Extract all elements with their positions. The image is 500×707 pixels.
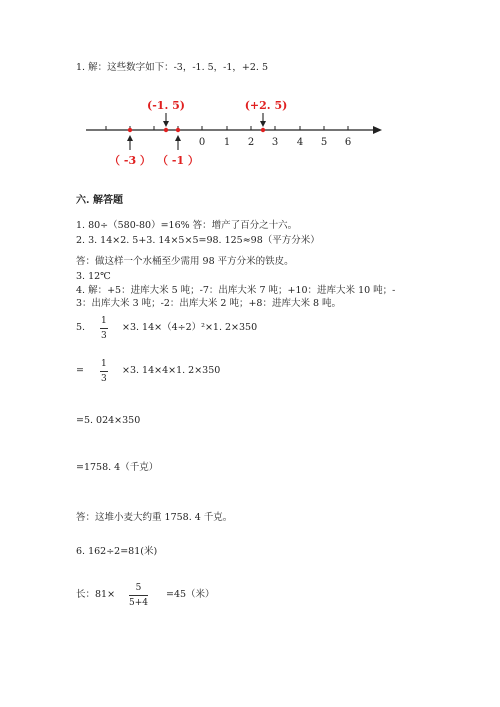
answer-q6-line1: 6. 162÷2=81(米): [76, 546, 158, 557]
fraction-five-over-nine: [129, 583, 148, 608]
tick-label: 1: [223, 137, 231, 148]
answer-q5-line2: ×3. 14×4×1. 2×350: [122, 365, 221, 376]
tick-label: 2: [247, 137, 255, 148]
section-heading: 六. 解答题: [76, 195, 123, 206]
answer-q6-prefix: 长：81×: [76, 589, 116, 600]
fraction-denominator: 5+4: [129, 595, 148, 608]
label-neg1-5: (-1. 5): [147, 99, 185, 112]
arrowhead-down-neg1-5: [163, 121, 169, 127]
fraction-numerator: 1: [101, 359, 107, 369]
answer-q3: 3. 12℃: [76, 271, 111, 282]
answer-q2-conclusion: 答：做这样一个水桶至少需用 98 平方分米的铁皮。: [76, 256, 294, 267]
equals-sign: =: [76, 365, 84, 376]
answer-q5-line4: =1758. 4（千克）: [76, 462, 159, 473]
label-pos2-5: (+2. 5): [244, 99, 288, 112]
answer-q5-line1: ×3. 14×（4÷2）²×1. 2×350: [122, 322, 258, 333]
axis-arrowhead: [373, 126, 382, 134]
label-neg3: （ -3 ）: [109, 154, 151, 167]
point-pos2-5: [261, 128, 265, 132]
tick-label: 3: [271, 137, 279, 148]
answer-q2: 2. 3. 14×2. 5+3. 14×5×5=98. 125≈98（平方分米）: [76, 235, 320, 246]
tick-label: 0: [198, 137, 206, 148]
tick-label: 6: [344, 137, 352, 148]
arrowhead-down-pos2-5: [260, 121, 266, 127]
fraction-one-third: [100, 316, 108, 341]
fraction-numerator: 5: [135, 583, 142, 593]
answer-q5-conclusion: 答：这堆小麦大约重 1758. 4 千克。: [76, 512, 233, 523]
tick-label: 5: [320, 137, 328, 148]
fraction-numerator: 1: [101, 316, 107, 326]
fraction-denominator: 3: [100, 371, 108, 384]
answer-q1: 1. 80÷（580-80）=16% 答：增产了百分之十六。: [76, 220, 298, 231]
q1-numbers-line: 1. 解：这些数字如下：-3，-1. 5，-1，+2. 5: [76, 62, 269, 73]
arrowhead-up-neg1: [175, 135, 181, 141]
tick-label: 4: [296, 137, 304, 148]
fraction-one-third: [100, 359, 108, 384]
label-neg1: （ -1 ）: [157, 154, 199, 167]
point-neg1-5: [164, 128, 168, 132]
axis-ticks: [106, 126, 348, 130]
point-neg3: [128, 128, 132, 132]
answer-q5-number: 5.: [76, 322, 86, 333]
answer-q5-line3: =5. 024×350: [76, 415, 141, 426]
fraction-denominator: 3: [100, 328, 108, 341]
arrowhead-up-neg3: [127, 135, 133, 141]
point-neg1: [176, 128, 180, 132]
answer-q6-suffix: =45（米）: [166, 589, 215, 600]
answer-q4-line2: 3：出库大米 3 吨；-2：出库大米 2 吨；+8：进库大米 8 吨。: [76, 298, 342, 309]
answer-q4-line1: 4. 解：+5：进库大米 5 吨；-7：出库大米 7 吨；+10：进库大米 10 吨；-: [76, 285, 396, 296]
